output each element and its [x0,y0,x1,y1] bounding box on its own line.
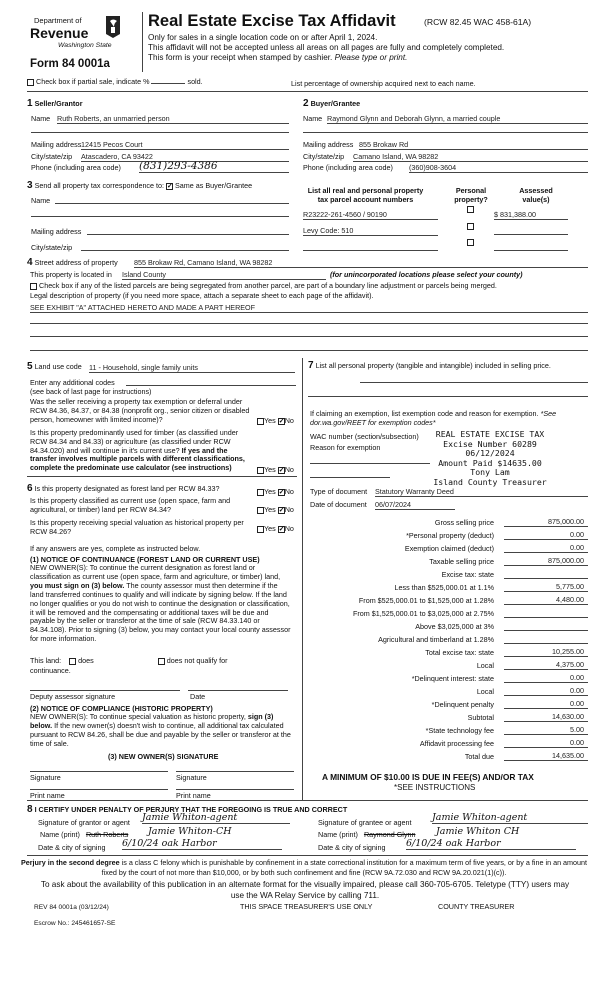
calc-row-value[interactable]: 0.00 [504,699,588,709]
does-label: does [78,656,94,665]
continuance-sign-note: you must sign on (3) below. [30,580,125,590]
buyer-city-row [303,152,588,161]
yes-label: Yes [264,465,276,474]
calc-row [310,633,588,646]
print-name-line-2[interactable] [176,789,294,790]
current-use-no-checkbox[interactable] [278,507,285,514]
timber-yes-checkbox[interactable] [257,467,264,474]
section-4-number: 4 [27,257,33,268]
continuance-text-a: NEW OWNER(S): To continue the current designation as forest land or classification as current use (open space, farm and agriculture, or timber) land, [30,563,281,581]
land-use-row [27,361,297,372]
calc-row-label: Agricultural and timberland at 1.28% [378,635,494,644]
stamp-line-2: Excise Number 60289 [443,438,537,449]
current-use-answer [257,505,294,514]
calc-row [310,698,588,711]
buyer-section [303,98,588,109]
grantor-sig-label: Signature of grantor or agent [38,818,130,827]
current-use-question: Is this property classified as current use (open space, farm and agricultural, or timber) land per RCW 84.34? [30,496,231,514]
section-6-number: 6 [27,483,33,494]
sec3-city-row [31,243,289,252]
grantor-date-label: Date & city of signing [38,843,106,852]
notice-compliance-heading: (2) NOTICE OF COMPLIANCE (HISTORIC PROPERTY) [30,704,213,713]
county-field[interactable]: Island County [122,270,326,280]
grantee-date-label: Date & city of signing [318,843,386,852]
sec3-mail-label: Mailing address [31,227,82,236]
buyer-mail-field[interactable]: 855 Brokaw Rd [359,140,588,150]
calc-row-label: Subtotal [467,713,494,722]
calc-row-value[interactable]: 5,775.00 [504,582,588,592]
no-label: No [284,416,294,425]
seller-name-row [31,114,289,123]
calc-row-label: Excise tax: state [441,570,494,579]
historic-yes-checkbox[interactable] [257,526,264,533]
section-3-number: 3 [27,180,33,191]
calc-row-value[interactable]: 0.00 [504,673,588,683]
calc-row-label: Local [476,687,494,696]
correspondence-label: Send all property tax correspondence to: [34,181,165,190]
land-use-label: Land use code [34,362,82,371]
calc-row-label: Gross selling price [434,518,494,527]
buyer-blank-line [303,132,588,133]
if-yes-note: If any answers are yes, complete as instructed below. [30,544,201,553]
header-line-1: Only for sales in a single location code on or after April 1, 2024. [148,33,378,42]
parcel-header: List all real and personal property tax parcel account numbers [307,186,424,204]
yes-label: Yes [264,524,276,533]
compliance-text-a: NEW OWNER(S): To continue special valuation as historic property, [30,712,246,721]
sec3-blank-line [31,216,289,217]
pp-line-1[interactable] [360,382,588,383]
parcel-2-value[interactable] [494,226,568,235]
calc-row-label: *Delinquent penalty [431,700,494,709]
certify-heading: I CERTIFY UNDER PENALTY OF PERJURY THAT THE FOREGOING IS TRUE AND CORRECT [34,805,348,814]
calc-row-value[interactable]: 875,000.00 [504,556,588,566]
header-line-3 [148,53,407,62]
dept-label: Department of [34,16,82,25]
reason-label: Reason for exemption [310,443,381,452]
seller-blank-line [31,132,289,133]
print-name-line-1[interactable] [30,789,168,790]
sec3-mail-field[interactable] [87,227,289,235]
personal-property-row [308,361,588,370]
receipt-note: This form is your receipt when stamped by cashier. [148,53,333,62]
forest-question [27,483,255,494]
timber-question-bold: If yes and the transfer involves multiple parcels with different classifications, complete the predominate use calculator (see instructions) [30,445,245,473]
this-land-row [30,656,292,665]
sec3-name-row [31,196,289,205]
yes-label: Yes [264,505,276,514]
buyer-phone-label: Phone (including area code) [303,163,393,172]
claim-codes-note: *See dor.wa.gov/REET for exemption codes* [310,409,557,427]
perjury-bold: Perjury in the second degree [20,858,120,867]
new-owner-signature-heading: (3) NEW OWNER(S) SIGNATURE [108,752,219,761]
parcel-row-1[interactable]: R23222-261-4560 / 90190 [303,210,438,220]
print-name-label-1: Print name [30,791,65,800]
calc-row-label: Total excise tax: state [425,648,494,657]
calc-row-value[interactable]: 4,375.00 [504,660,588,670]
calc-row [310,529,588,542]
deputy-sig-label: Deputy assessor signature [30,692,116,701]
calc-row [310,568,588,581]
section-5-number: 5 [27,361,33,372]
calc-row [310,750,588,763]
seller-phone-field[interactable]: (831)293-4386 [139,160,289,173]
grantee-date-city[interactable]: 6/10/24 oak Harbor [406,838,576,850]
buyer-mail-label: Mailing address [303,140,354,149]
partial-sale-label: Check box if partial sale, indicate % [36,77,150,86]
deputy-date-label: Date [190,692,206,701]
calc-row [310,594,588,607]
notice-compliance-body [30,713,292,749]
forest-question-text: Is this property designated as forest land per RCW 84.33? [34,484,220,493]
perjury-note [20,858,588,877]
historic-answer [257,524,294,533]
calc-row-label: Less than $525,000.01 at 1.1% [394,583,494,592]
deputy-sig-line[interactable] [30,690,180,691]
grantor-signature[interactable]: Jamie Whiton-agent [142,812,290,824]
timber-no-checkbox[interactable] [278,467,285,474]
q-timber [30,429,252,473]
calc-row-value[interactable] [504,621,588,631]
wac-label: WAC number (section/subsection) [310,432,419,441]
calc-row [310,737,588,750]
form-number: Form 84 0001a [30,58,110,70]
additional-codes-field[interactable] [126,378,296,386]
doc-date-row [310,500,588,509]
buyer-phone-row [303,163,588,172]
column-divider [302,358,303,800]
treasurer-stamp [400,430,580,488]
calc-row-value[interactable]: 10,255.00 [504,647,588,657]
does-qualify-checkbox[interactable] [69,658,76,665]
dor-logo [20,12,132,56]
yes-label: Yes [264,416,276,425]
ownership-note: List percentage of ownership acquired next to each name. [291,79,476,88]
no-label: No [284,487,294,496]
historic-no-checkbox[interactable] [278,526,285,533]
does-not-qualify-checkbox[interactable] [158,658,165,665]
continuance-label: continuance. [30,666,71,675]
sec3-city-label: City/state/zip [31,243,73,252]
section-7-number: 7 [308,360,314,371]
stamp-line-5: Tony Lam [470,467,510,478]
seller-name-label: Name [31,114,51,123]
minimum-due-note: A MINIMUM OF $10.00 IS DUE IN FEE(S) AND/OR TAX [322,772,534,782]
calc-row-label: Affidavit processing fee [419,739,494,748]
partial-sale-checkbox[interactable] [27,79,34,86]
located-label: This property is located in [30,270,112,279]
does-not-qualify-label: does not qualify for [166,656,228,665]
seller-mail-field[interactable]: 12415 Pecos Court [81,140,289,150]
parcel-1-personal-checkbox[interactable] [467,206,474,213]
calc-row-label: Total due [464,752,494,761]
grantee-signature[interactable]: Jamie Whiton-agent [432,812,588,824]
deputy-date-line[interactable] [188,690,288,691]
stamp-line-3: 06/12/2024 [465,448,515,459]
calc-row [310,581,588,594]
citation: (RCW 82.45 WAC 458-61A) [424,17,532,27]
pp-line-2[interactable] [308,396,588,397]
parcel-row-2[interactable]: Levy Code: 510 [303,226,438,236]
calc-row [310,711,588,724]
calc-row-value[interactable]: 5.00 [504,725,588,735]
doc-date-label: Date of document [310,500,367,509]
grantee-name-label: Name (print) [318,830,358,839]
buyer-name-field[interactable]: Raymond Glynn and Deborah Glynn, a married couple [327,114,588,124]
calc-row-label: Local [476,661,494,670]
sec8-divider [27,800,588,801]
same-as-buyer-label: Same as Buyer/Grantee [175,181,253,190]
forest-no-checkbox[interactable] [278,489,285,496]
timber-question: Is this property predominantly used for timber (as classified under RCW 84.34 and 84.33) or agriculture (as classified under RCW 84.34.020) and will continue in it's current use? [30,428,239,455]
calc-row [310,646,588,659]
calc-row-label: Taxable selling price [429,557,494,566]
grantor-name-handwritten[interactable]: Jamie Whiton-CH [148,826,232,837]
section-2-number: 2 [303,98,309,109]
sec3-name-label: Name [31,196,51,205]
legal-desc-field[interactable]: SEE EXHIBIT "A" ATTACHED HERETO AND MADE A PART HEREOF [30,303,588,313]
signature-label-2: Signature [176,773,207,782]
parcel-2-personal-checkbox[interactable] [467,223,474,230]
footer-divider [27,855,588,856]
grantor-date-city[interactable]: 6/10/24 oak Harbor [122,838,282,850]
sec3-name-field[interactable] [55,196,289,204]
calc-row [310,685,588,698]
treasurer-use-only: THIS SPACE TREASURER'S USE ONLY [240,902,373,911]
located-row [30,270,588,279]
forest-answer [257,487,294,496]
land-use-field[interactable]: 11 - Household, single family units [89,363,295,373]
no-label: No [284,524,294,533]
calc-row-label: *State technology fee [425,726,494,735]
parcel-3-value[interactable] [494,242,568,251]
forest-yes-checkbox[interactable] [257,489,264,496]
q-exemption: Was the seller receiving a property tax exemption or deferral under RCW 84.36, 84.37, or 84.38 (nonprofit org., senior citizen or disabled person, homeowner with limited income)? [30,397,250,424]
segregated-row [30,281,588,290]
legal-desc-label: Legal description of property (if you need more space, attach a separate sheet to each page of the affidavit). [30,291,374,300]
section-1-number: 1 [27,98,33,109]
seller-phone-label: Phone (including area code) [31,163,121,172]
calc-row-label: From $1,525,000.01 to $3,025,000 at 2.75% [352,609,494,618]
calc-row [310,555,588,568]
buyer-mail-row [303,140,588,149]
calc-row-label: *Personal property (deduct) [406,531,494,540]
buyer-name-label: Name [303,114,323,123]
print-name-label-2: Print name [176,791,211,800]
additional-codes-note: (see back of last page for instructions) [30,387,152,396]
exemption-claim-text [310,409,585,427]
calc-row-value[interactable] [504,608,588,618]
q-timber-answer [257,465,294,474]
reason-line-2[interactable] [310,477,390,478]
exemption-no-checkbox[interactable] [278,418,285,425]
assessed-value-header: Assessed value(s) [519,186,553,204]
seller-city-label: City/state/zip [31,152,73,161]
parcel-row-3[interactable] [303,242,438,251]
additional-codes-label: Enter any additional codes [30,378,115,387]
county-treasurer-label: COUNTY TREASURER [438,902,515,911]
see-instructions: *SEE INSTRUCTIONS [394,783,476,792]
wa-emblem-icon [102,14,124,40]
claim-label: If claiming an exemption, list exemption code and reason for exemption. [310,409,539,418]
buyer-city-label: City/state/zip [303,152,345,161]
doc-type-field[interactable]: Statutory Warranty Deed [375,487,588,497]
new-owner-sig-line-1[interactable] [30,771,168,772]
no-label: No [284,505,294,514]
alt-format-note: To ask about the availability of this publication in an alternate format for the visually impaired, please call 360-705-6705. Teletype (TTY) users may use the WA Relay Service by calling 711. [40,880,570,900]
personal-property-label: List all personal property (tangible and intangible) included in selling price. [315,361,551,370]
calc-row-value[interactable]: 0.00 [504,530,588,540]
stamp-line-6: Island County Treasurer [433,476,547,487]
parcel-1-value[interactable]: $ 831,388.00 [494,210,568,220]
calc-row [310,620,588,633]
buyer-name-row [303,114,588,123]
calc-row-value[interactable]: 4,480.00 [504,595,588,605]
state-label: Washington State [58,42,112,49]
calc-row-value[interactable] [504,569,588,579]
buyer-phone-field[interactable]: (360)908-3604 [409,163,588,173]
seller-heading: Seller/Grantor [34,99,83,108]
calc-row [310,724,588,737]
signature-label-1: Signature [30,773,61,782]
sec3-city-field[interactable] [81,243,289,251]
calc-row-label: From $525,000.01 to $1,525,000 at 1.28% [358,596,494,605]
calc-row-label: *Delinquent interest: state [411,674,494,683]
seller-section [27,98,289,109]
calc-row [310,542,588,555]
additional-codes-row [30,378,296,396]
escrow-number: Escrow No.: 245461657-SE [34,920,116,927]
section-8-number: 8 [27,804,33,815]
seller-mail-row [31,140,289,149]
calc-row-label: Above $3,025,000 at 3% [415,622,494,631]
stamp-line-1: REAL ESTATE EXCISE TAX [435,429,545,439]
no-label: No [284,465,294,474]
notice-continuance-heading: (1) NOTICE OF CONTINUANCE (FOREST LAND OR CURRENT USE) [30,555,260,564]
section-3-row [27,180,297,191]
legal-line-4 [30,350,588,351]
calc-row-value[interactable]: 14,630.00 [504,712,588,722]
seller-phone-row [31,160,289,172]
this-land-label: This land: [30,656,62,665]
calc-row [310,659,588,672]
grantor-name-struck: Ruth Roberts [85,830,129,839]
doc-type-row [310,487,588,496]
revenue-label: Revenue [30,25,89,41]
sec5-divider [27,476,297,477]
seller-city-field[interactable]: Atascadero, CA 93422 [81,152,289,162]
grantee-name-handwritten[interactable]: Jamie Whiton CH [436,826,520,837]
calc-row-value[interactable]: 875,000.00 [504,517,588,527]
new-owner-sig-line-2[interactable] [176,771,294,772]
calc-row-value[interactable]: 0.00 [504,686,588,696]
personal-property-header: Personal property? [454,186,488,204]
header-divider [142,12,143,72]
grantor-name-label: Name (print) [40,830,80,839]
partial-sold-label: sold. [187,77,203,86]
divider-top [27,91,588,92]
notice-continuance-body [30,564,292,644]
partial-percent-field[interactable] [151,77,185,84]
continuance-text-b: The county assessor must then determine if the land transferred continues to qualify and will indicate by signing below. If the land no longer qualifies or you do not wish to continue the designation or classification, it will be removed and the compensating or additional taxes will be due and payable by the seller or transferor at the time of sale (RCW 84.33.140 or 84.34.108). Prior to signing (3) below, you may contact your local county assessor for more information. [30,580,291,644]
yes-label: Yes [264,487,276,496]
grantee-name-struck: Raymond Glynn [363,830,416,839]
historic-question: Is this property receiving special valuation as historical property per RCW 84.26? [30,518,244,536]
seller-mail-label: Mailing address [31,140,82,149]
street-field[interactable]: 855 Brokaw Rd, Camano Island, WA 98282 [134,258,588,268]
calc-row [310,607,588,620]
page-title: Real Estate Excise Tax Affidavit [148,12,396,30]
calc-row-value[interactable]: 0.00 [504,543,588,553]
compliance-sign-note: sign (3) below. [30,712,274,730]
current-use-yes-checkbox[interactable] [257,507,264,514]
street-row [27,257,588,268]
type-or-print: Please type or print. [334,53,408,62]
segregated-checkbox[interactable] [30,283,37,290]
calc-row-value[interactable] [504,634,588,644]
q-exemption-answer [257,416,294,425]
buyer-city-field[interactable]: Camano Island, WA 98282 [353,152,588,162]
calc-row [310,672,588,685]
doc-type-label: Type of document [310,487,368,496]
grantee-sig-label: Signature of grantee or agent [318,818,412,827]
buyer-heading: Buyer/Grantee [310,99,361,108]
parcel-3-personal-checkbox[interactable] [467,239,474,246]
calc-row-label: Exemption claimed (deduct) [404,544,494,553]
exemption-yes-checkbox[interactable] [257,418,264,425]
seller-name-field[interactable]: Ruth Roberts, an unmarried person [57,114,289,124]
same-as-buyer-checkbox[interactable] [166,183,173,190]
perjury-text: is a class C felony which is punishable by confinement in a state correctional institution for a maximum term of five years, or by a fine in an amount fixed by the court of not more than $10,000, or by both such confinement and fine (RCW 9A.72.030 and RCW 9A.20.021(1)(c)). [101,858,588,877]
doc-date-field[interactable]: 06/07/2024 [375,500,455,510]
calc-row-value[interactable]: 14,635.00 [504,751,588,761]
calc-row-value[interactable]: 0.00 [504,738,588,748]
legal-line-2 [30,323,588,324]
calc-row [310,516,588,529]
compliance-text-b: If the new owner(s) doesn't wish to continue, all additional tax calculated pursuant to RCW 84.26, shall be due and payable by the seller or transferor at the time of sale. [30,720,291,748]
sec3-mail-row [31,227,289,236]
unincorporated-note: (for unincorporated locations please select your county) [330,270,523,279]
header-line-2: This affidavit will not be accepted unless all areas on all pages are fully and completely completed. [148,43,505,52]
street-label: Street address of property [34,258,118,267]
segregated-label: Check box if any of the listed parcels are being segregated from another parcel, are part of a boundary line adjustment or parcels being merged. [39,281,497,290]
rev-code: REV 84 0001a (03/12/24) [34,904,109,911]
legal-line-3 [30,336,588,337]
stamp-line-4: Amount Paid $14635.00 [438,457,542,468]
